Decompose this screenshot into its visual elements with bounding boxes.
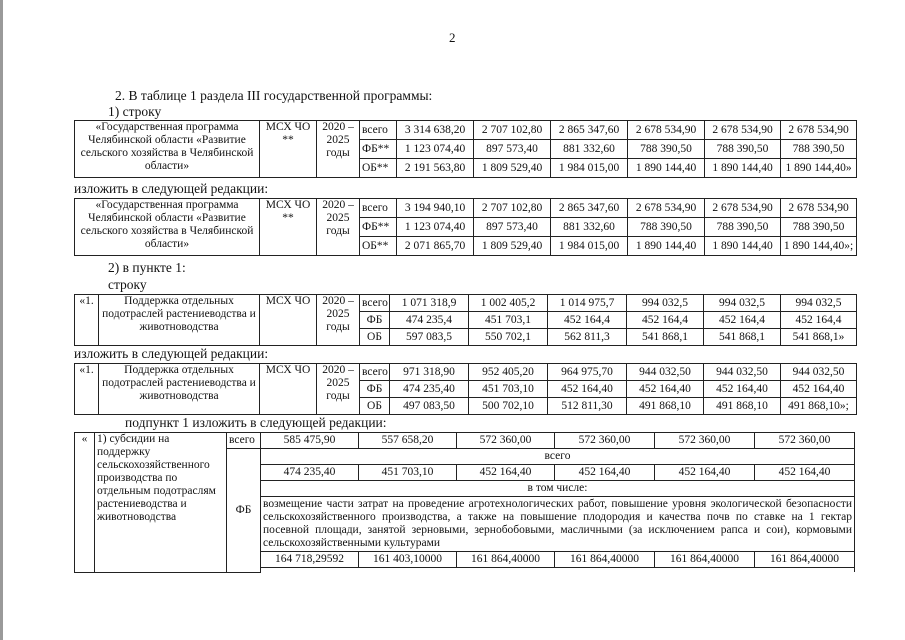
cell: 500 702,10 [469, 398, 548, 415]
executor: МСХ ЧО ** [260, 199, 317, 256]
cell: 1 890 144,40 [705, 237, 781, 256]
cell: 491 868,10»; [781, 398, 857, 415]
cell: 881 332,60 [551, 140, 628, 159]
executor: МСХ ЧО [260, 295, 317, 346]
subsidy-name: 1) субсидии на поддержку сельскохозяйственного производства по отдельным подотраслям растениеводства и животноводства [95, 433, 227, 573]
table-2 [74, 198, 857, 256]
cell: 971 318,90 [390, 364, 469, 381]
executor: МСХ ЧО ** [260, 121, 317, 178]
cell: 2 678 534,90 [705, 121, 781, 140]
measure-name: Поддержка отдельных подотраслей растениеводства и животноводства [99, 295, 260, 346]
cell: 1 123 074,40 [397, 140, 474, 159]
row-label: ОБ [360, 329, 390, 346]
cell: 161 864,40000 [555, 552, 655, 568]
stroku-label: строку [108, 277, 147, 292]
scan-edge [0, 0, 3, 640]
cell: 491 868,10 [627, 398, 704, 415]
cell: 512 811,30 [548, 398, 627, 415]
cell: 944 032,50 [704, 364, 781, 381]
row-label: ОБ [360, 398, 390, 415]
cell: 944 032,50 [627, 364, 704, 381]
item-number: «1. [75, 295, 99, 346]
cell: 788 390,50 [705, 140, 781, 159]
cell: 1 890 144,40 [628, 237, 705, 256]
period: 2020 – 2025 годы [317, 121, 360, 178]
row-label: ФБ** [360, 140, 397, 159]
cell: 1 890 144,40»; [781, 237, 857, 256]
table-5 [74, 432, 855, 573]
cell: 161 864,40000 [755, 552, 855, 568]
cell: 897 573,40 [474, 140, 551, 159]
cell: 572 360,00 [457, 433, 555, 449]
cell: 541 868,1 [704, 329, 781, 346]
item-2: 2) в пункте 1: [108, 260, 186, 275]
measure-description: возмещение части затрат на проведение агротехнологических работ, повышение уровня экологической безопасности сельскохозяйственного производства, а также на повышение плодородия и качества почв по ставке на 1 гектар посевной площади, занятой зерновыми, зернобобовыми, масличными (за исключением рапса и сои), кормовыми сельскохозяйственными культурами [261, 497, 855, 552]
cell: 474 235,40 [261, 465, 359, 481]
item-1: 1) строку [108, 104, 162, 119]
row-label: ФБ [227, 449, 261, 573]
cell: 585 475,90 [261, 433, 359, 449]
cell: 452 164,4 [704, 312, 781, 329]
cell: 1 890 144,40 [705, 159, 781, 178]
cell: 572 360,00 [755, 433, 855, 449]
cell: 897 573,40 [474, 218, 551, 237]
cell: 952 405,20 [469, 364, 548, 381]
cell: 2 678 534,90 [628, 121, 705, 140]
period: 2020 – 2025 годы [317, 364, 360, 415]
cell: 994 032,5 [704, 295, 781, 312]
cell: 161 864,40000 [655, 552, 755, 568]
opening-quote: « [75, 433, 95, 573]
cell: 451 703,1 [469, 312, 548, 329]
cell: 2 678 534,90 [781, 121, 857, 140]
cell: 451 703,10 [359, 465, 457, 481]
cell: 557 658,20 [359, 433, 457, 449]
cell: 452 164,40 [655, 465, 755, 481]
fb-header: всего [261, 449, 855, 465]
cell: 1 984 015,00 [551, 159, 628, 178]
cell: 452 164,40 [781, 381, 857, 398]
cell: 451 703,10 [469, 381, 548, 398]
cell: 161 403,10000 [359, 552, 457, 568]
row-label: всего [360, 364, 390, 381]
cell: 597 083,5 [390, 329, 469, 346]
cell: 572 360,00 [655, 433, 755, 449]
cell: 572 360,00 [555, 433, 655, 449]
cell: 452 164,4 [781, 312, 857, 329]
cell: 2 678 534,90 [705, 199, 781, 218]
heading: 2. В таблице 1 раздела III государственной программы: [115, 88, 433, 103]
row-label: ОБ** [360, 237, 397, 256]
cell: 788 390,50 [705, 218, 781, 237]
item-number: «1. [75, 364, 99, 415]
period: 2020 – 2025 годы [317, 199, 360, 256]
cell: 2 865 347,60 [551, 199, 628, 218]
executor: МСХ ЧО [260, 364, 317, 415]
cell: 1 809 529,40 [474, 159, 551, 178]
cell: 452 164,4 [548, 312, 627, 329]
cell: 452 164,40 [457, 465, 555, 481]
cell: 2 865 347,60 [551, 121, 628, 140]
subpoint-text: подпункт 1 изложить в следующей редакции: [125, 415, 387, 430]
spacer-cell [261, 568, 855, 573]
replace-text: изложить в следующей редакции: [74, 181, 269, 196]
cell: 452 164,40 [704, 381, 781, 398]
cell: 2 707 102,80 [474, 199, 551, 218]
cell: 3 194 940,10 [397, 199, 474, 218]
row-label: ОБ** [360, 159, 397, 178]
cell: 164 718,29592 [261, 552, 359, 568]
cell: 2 191 563,80 [397, 159, 474, 178]
cell: 1 002 405,2 [469, 295, 548, 312]
cell: 964 975,70 [548, 364, 627, 381]
period: 2020 – 2025 годы [317, 295, 360, 346]
cell: 788 390,50 [781, 140, 857, 159]
row-label: ФБ [360, 312, 390, 329]
cell: 881 332,60 [551, 218, 628, 237]
cell: 788 390,50 [628, 140, 705, 159]
cell: 788 390,50 [628, 218, 705, 237]
cell: 1 809 529,40 [474, 237, 551, 256]
row-label: ФБ** [360, 218, 397, 237]
cell: 2 678 534,90 [628, 199, 705, 218]
cell: 1 071 318,9 [390, 295, 469, 312]
cell: 2 707 102,80 [474, 121, 551, 140]
cell: 474 235,40 [390, 381, 469, 398]
program-name: «Государственная программа Челябинской области «Развитие сельского хозяйства в Челябинской области» [75, 121, 260, 178]
row-label: всего [360, 121, 397, 140]
cell: 541 868,1 [627, 329, 704, 346]
measure-name: Поддержка отдельных подотраслей растениеводства и животноводства [99, 364, 260, 415]
replace-text-2: изложить в следующей редакции: [74, 346, 269, 361]
cell: 994 032,5 [627, 295, 704, 312]
table-3 [74, 294, 857, 346]
cell: 452 164,40 [548, 381, 627, 398]
row-label: всего [360, 199, 397, 218]
cell: 1 890 144,40» [781, 159, 857, 178]
cell: 452 164,40 [627, 381, 704, 398]
cell: 944 032,50 [781, 364, 857, 381]
cell: 562 811,3 [548, 329, 627, 346]
table-1 [74, 120, 857, 178]
cell: 1 984 015,00 [551, 237, 628, 256]
cell: 2 071 865,70 [397, 237, 474, 256]
page-number: 2 [449, 30, 456, 45]
row-label: всего [227, 433, 261, 449]
cell: 474 235,4 [390, 312, 469, 329]
cell: 161 864,40000 [457, 552, 555, 568]
cell: 3 314 638,20 [397, 121, 474, 140]
cell: 1 890 144,40 [628, 159, 705, 178]
cell: 550 702,1 [469, 329, 548, 346]
cell: 1 123 074,40 [397, 218, 474, 237]
cell: 994 032,5 [781, 295, 857, 312]
cell: 1 014 975,7 [548, 295, 627, 312]
cell: 452 164,40 [555, 465, 655, 481]
program-name: «Государственная программа Челябинской области «Развитие сельского хозяйства в Челябинской области» [75, 199, 260, 256]
table-4 [74, 363, 857, 415]
cell: 452 164,4 [627, 312, 704, 329]
cell: 2 678 534,90 [781, 199, 857, 218]
cell: 788 390,50 [781, 218, 857, 237]
cell: 491 868,10 [704, 398, 781, 415]
including-label: в том числе: [261, 481, 855, 497]
cell: 541 868,1» [781, 329, 857, 346]
cell: 497 083,50 [390, 398, 469, 415]
row-label: ФБ [360, 381, 390, 398]
row-label: всего [360, 295, 390, 312]
cell: 452 164,40 [755, 465, 855, 481]
